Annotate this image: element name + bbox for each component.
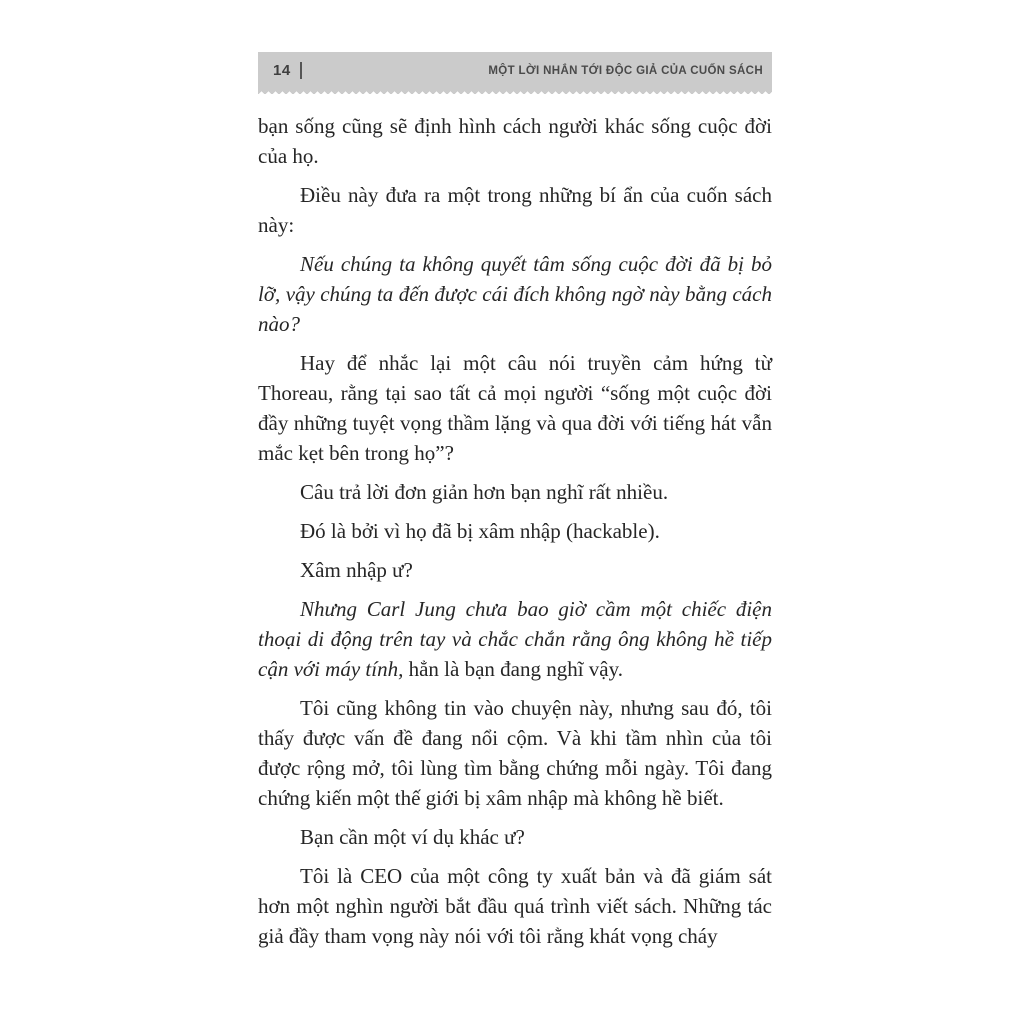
italic-text-run: Nếu chúng ta không quyết tâm sống cuộc đời đã bị bỏ lỡ, vậy chúng ta đến được cái đích không ngờ này bằng cách nào? — [258, 252, 772, 336]
page-number: 14 — [273, 62, 291, 79]
paragraph — [258, 822, 772, 852]
paragraph — [258, 348, 772, 468]
text-run: Điều này đưa ra một trong những bí ẩn của cuốn sách này: — [258, 183, 772, 237]
paragraph — [258, 555, 772, 585]
italic-text-run: Nhưng Carl Jung chưa bao giờ cầm một chiếc điện thoại di động trên tay và chắc chắn rằng ông không hề tiếp cận với máy tính, — [258, 597, 772, 681]
paragraph — [258, 249, 772, 339]
page-number-group — [273, 62, 302, 79]
paragraph — [258, 693, 772, 813]
page-number-divider — [300, 62, 302, 79]
paragraph — [258, 861, 772, 951]
text-run: Câu trả lời đơn giản hơn bạn nghĩ rất nhiều. — [300, 480, 669, 504]
paragraph — [258, 594, 772, 684]
page-header-bar — [258, 52, 772, 89]
text-run: hẳn là bạn đang nghĩ vậy. — [403, 657, 624, 681]
text-run: Hay để nhắc lại một câu nói truyền cảm hứng từ Thoreau, rằng tại sao tất cả mọi người “sống một cuộc đời đầy những tuyệt vọng thầm lặng và qua đời với tiếng hát vẫn mắc kẹt bên trong họ”? — [258, 351, 772, 465]
paragraph — [258, 477, 772, 507]
text-run: Tôi cũng không tin vào chuyện này, nhưng sau đó, tôi thấy được vấn đề đang nổi cộm. Và khi tầm nhìn của tôi được rộng mở, tôi lùng tìm bằng chứng mỗi ngày. Tôi đang chứng kiến một thế giới bị xâm nhập mà không hề biết. — [258, 696, 772, 810]
text-run: Xâm nhập ư? — [300, 558, 413, 582]
body-text-block — [258, 111, 772, 960]
paragraph — [258, 180, 772, 240]
text-run: bạn sống cũng sẽ định hình cách người khác sống cuộc đời của họ. — [258, 114, 772, 168]
paragraph — [258, 111, 772, 171]
paragraph — [258, 516, 772, 546]
running-head: MỘT LỜI NHẮN TỚI ĐỘC GIẢ CỦA CUỐN SÁCH — [488, 64, 763, 77]
text-run: Đó là bởi vì họ đã bị xâm nhập (hackable). — [300, 519, 660, 543]
text-run: Tôi là CEO của một công ty xuất bản và đã giám sát hơn một nghìn người bắt đầu quá trình viết sách. Những tác giả đầy tham vọng này nói với tôi rằng khát vọng cháy — [258, 864, 772, 948]
text-run: Bạn cần một ví dụ khác ư? — [300, 825, 525, 849]
